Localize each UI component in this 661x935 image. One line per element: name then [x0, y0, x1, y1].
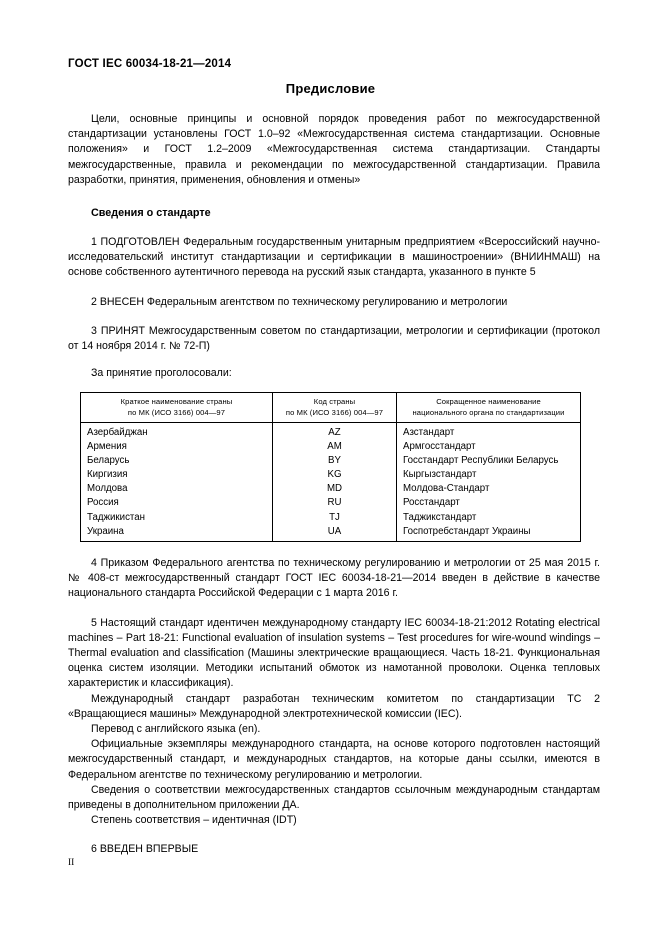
cell-org: Армгосстандарт [397, 440, 581, 454]
cell-org: Госпотребстандарт Украины [397, 525, 581, 542]
cell-country: Россия [81, 496, 273, 510]
cell-code: TJ [273, 511, 397, 525]
cell-org: Госстандарт Республики Беларусь [397, 454, 581, 468]
clause-5-paragraph-6: Степень соответствия – идентичная (IDT) [91, 814, 297, 827]
clause-4: 4 Приказом Федерального агентства по техническому регулированию и метрологии от 25 мая 2015 г. № 408-ст межгосударственный стандарт ГОСТ IEC 60034-18-21—2014 введен в действие в качестве национального стандарта Российской Федерации с 1 марта 2016 г. [68, 556, 600, 600]
clause-5-paragraph-2: Международный стандарт разработан техническим комитетом по стандартизации TC 2 «Вращающиеся машины» Международной электротехнической комиссии (IEC). [68, 692, 600, 720]
column-header-code-line2: по МК (ИСО 3166) 004—97 [285, 407, 384, 417]
table-header-row [81, 393, 581, 423]
cell-country: Беларусь [81, 454, 273, 468]
column-header-org-line1: Сокращенное наименование [436, 397, 541, 407]
column-header-org [397, 393, 581, 423]
clause-2: 2 ВНЕСЕН Федеральным агентством по техническому регулированию и метрологии [91, 295, 508, 308]
column-header-code [273, 393, 397, 423]
column-header-country [81, 393, 273, 423]
cell-org: Кыргызстандарт [397, 468, 581, 482]
table-row [81, 482, 581, 496]
cell-code: UA [273, 525, 397, 542]
table-row [81, 468, 581, 482]
standard-code-header: ГОСТ IEC 60034-18-21—2014 [68, 58, 232, 70]
cell-country: Таджикистан [81, 511, 273, 525]
table-row [81, 423, 581, 440]
voting-countries-table [80, 392, 581, 542]
cell-country: Азербайджан [81, 423, 273, 440]
table-body [81, 423, 581, 542]
column-header-org-line2: национального органа по стандартизации [412, 407, 565, 417]
clause-3: 3 ПРИНЯТ Межгосударственным советом по стандартизации, метрологии и сертификации (протокол от 14 ноября 2014 г. № 72-П) [68, 324, 600, 353]
cell-country: Молдова [81, 482, 273, 496]
cell-code: AM [273, 440, 397, 454]
cell-code: AZ [273, 423, 397, 440]
clause-5-paragraph-5: Сведения о соответствии межгосударственных стандартов ссылочным международным стандартам приведены в дополнительном приложении ДА. [68, 783, 600, 811]
clause-5-paragraph-4: Официальные экземпляры международного стандарта, на основе которого подготовлен настоящий межгосударственный стандарт, и международных стандартов, на которые даны ссылки, имеются в Федеральном агентстве по техническому регулированию и метрологии. [68, 738, 600, 781]
cell-org: Таджикстандарт [397, 511, 581, 525]
column-header-country-line1: Краткое наименование страны [120, 397, 233, 407]
clause-5-paragraph-3: Перевод с английского языка (en). [91, 722, 261, 735]
voting-countries-table-container [80, 392, 580, 542]
vote-intro-text: За принятие проголосовали: [91, 367, 232, 380]
clause-5: 5 Настоящий стандарт идентичен международному стандарту IEC 60034-18-21:2012 Rotating electrical machines – Part 18-21: Functional evaluation of insulation systems – Test procedures for wire-wound windings – Thermal evaluation and classification (Машины электрические вращающиеся. Часть 18-21. Функциональная оценка систем изоляции. Методики испытаний обмоток из намотанной проволоки. Оценка тепловых характеристик и классификация). [68, 616, 600, 690]
page-number: II [68, 858, 75, 868]
section-heading-standard-info: Сведения о стандарте [91, 207, 211, 220]
cell-country: Украина [81, 525, 273, 542]
table-row [81, 525, 581, 542]
column-header-code-line1: Код страны [313, 397, 356, 407]
cell-country: Киргизия [81, 468, 273, 482]
clause-6: 6 ВВЕДЕН ВПЕРВЫЕ [91, 843, 199, 856]
cell-org: Молдова-Стандарт [397, 482, 581, 496]
table-row [81, 440, 581, 454]
cell-org: Азстандарт [397, 423, 581, 440]
cell-code: KG [273, 468, 397, 482]
table-header [81, 393, 581, 423]
column-header-country-line2: по МК (ИСО 3166) 004—97 [127, 407, 226, 417]
table-row [81, 454, 581, 468]
cell-code: RU [273, 496, 397, 510]
page-title: Предисловие [285, 81, 376, 96]
table-row [81, 496, 581, 510]
document-body [68, 112, 600, 858]
cell-code: MD [273, 482, 397, 496]
intro-paragraph: Цели, основные принципы и основной порядок проведения работ по межгосударственной стандартизации установлены ГОСТ 1.0–92 «Межгосударственная система стандартизации. Основные положения» и ГОСТ 1.2–2009 «Межгосударственная система стандартизации. Стандарты межгосударственные, правила и рекомендации по межгосударственной стандартизации. Правила разработки, принятия, применения, обновления и отмены» [68, 113, 600, 186]
clause-1: 1 ПОДГОТОВЛЕН Федеральным государственным унитарным предприятием «Всероссийский научно-исследовательский институт стандартизации и сертификации в машиностроении» (ВНИИНМАШ) на основе собственного аутентичного перевода на русский язык стандарта, указанного в пункте 5 [68, 236, 600, 279]
cell-code: BY [273, 454, 397, 468]
cell-country: Армения [81, 440, 273, 454]
cell-org: Росстандарт [397, 496, 581, 510]
table-row [81, 511, 581, 525]
